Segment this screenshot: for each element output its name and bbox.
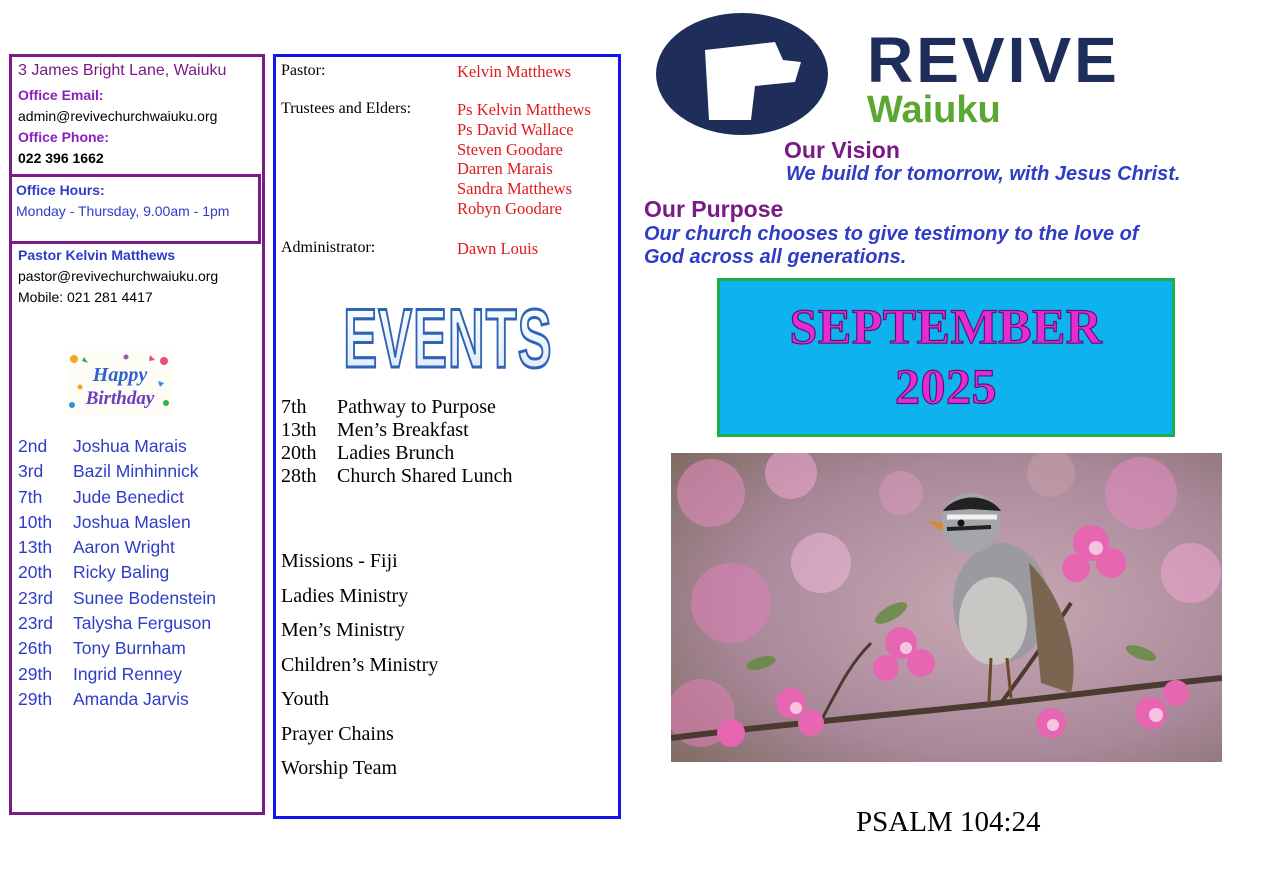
trustee-name: Ps Kelvin Matthews <box>457 100 591 119</box>
birthday-item-day: 13th <box>18 537 53 558</box>
office-phone-label: Office Phone: <box>18 129 110 145</box>
birthday-line2: Birthday <box>85 388 155 409</box>
trustee-name: Darren Marais <box>457 159 553 179</box>
ministry-item: Men’s Ministry <box>281 619 405 641</box>
birthday-item-name: Talysha Ferguson <box>73 613 212 634</box>
logo-place: Waiuku <box>867 89 1001 131</box>
month-banner <box>717 278 1175 437</box>
birthday-item-day: 7th <box>18 486 43 507</box>
event-item-name: Church Shared Lunch <box>337 465 513 487</box>
events-heading: EVENTS <box>343 290 553 382</box>
pastor-contact-label: Pastor Kelvin Matthews <box>18 247 176 263</box>
office-hours: Monday - Thursday, 9.00am - 1pm <box>16 203 230 219</box>
ministry-item: Worship Team <box>281 757 398 779</box>
happy-birthday-image <box>66 351 174 415</box>
birthday-item-day: 20th <box>18 562 53 583</box>
birthday-item-name: Tony Burnham <box>73 638 186 659</box>
birthday-item-day: 29th <box>18 663 53 684</box>
birthday-item-name: Joshua Marais <box>73 436 187 456</box>
birthday-item-name: Ingrid Renney <box>73 663 182 684</box>
trustees-label: Trustees and Elders: <box>281 100 412 117</box>
birthday-item-name: Jude Benedict <box>73 486 184 507</box>
birthday-item-day: 23rd <box>18 587 54 608</box>
office-phone[interactable]: 022 396 1662 <box>18 150 104 166</box>
bird-blossom-photo <box>671 453 1222 762</box>
revive-logo <box>655 12 1267 136</box>
ministry-item: Youth <box>281 688 329 710</box>
administrator-label: Administrator: <box>281 239 376 256</box>
event-item-day: 7th <box>281 396 307 418</box>
trustee-name: Steven Goodare <box>457 139 563 159</box>
events-heading-art <box>330 286 566 382</box>
month-name: SEPTEMBER <box>789 298 1103 354</box>
birthday-item-name: Joshua Maslen <box>73 511 191 532</box>
birthday-item-name: Aaron Wright <box>73 537 175 558</box>
pastor-mobile[interactable]: Mobile: 021 281 4417 <box>18 289 153 305</box>
birthday-item-name: Sunee Bodenstein <box>73 587 217 608</box>
event-item-name: Men’s Breakfast <box>337 419 469 441</box>
trustee-name: Ps David Wallace <box>457 119 574 139</box>
vision-text: We build for tomorrow, with Jesus Christ. <box>786 163 1181 185</box>
event-item-day: 28th <box>281 465 317 487</box>
birthday-item-day: 10th <box>18 511 53 532</box>
trustee-name: Robyn Goodare <box>457 198 562 218</box>
ministries-list <box>281 550 438 792</box>
birthday-item-day: 26th <box>18 638 53 659</box>
event-item-day: 13th <box>281 419 317 441</box>
psalm-reference: PSALM 104:24 <box>856 806 1041 838</box>
pastor-name: Kelvin Matthews <box>457 62 572 81</box>
trustees-list <box>457 100 591 219</box>
birthday-item-name: Bazil Minhinnick <box>73 461 199 482</box>
office-email-label: Office Email: <box>18 87 104 103</box>
purpose-title: Our Purpose <box>644 196 784 222</box>
administrator-name: Dawn Louis <box>457 239 539 258</box>
pastor-email[interactable]: pastor@revivechurchwaiuku.org <box>18 268 219 284</box>
purpose-text: Our church chooses to give testimony to the love of God across all generations. <box>644 223 1139 268</box>
office-email[interactable]: admin@revivechurchwaiuku.org <box>18 108 218 124</box>
ministry-item: Prayer Chains <box>281 722 394 745</box>
office-hours-label: Office Hours: <box>16 182 105 198</box>
ministry-item: Missions - Fiji <box>281 550 398 572</box>
birthday-item-day: 23rd <box>18 613 54 634</box>
church-address: 3 James Bright Lane, Waiuku <box>18 62 227 79</box>
birthday-item-day: 29th <box>18 688 53 709</box>
event-item-name: Pathway to Purpose <box>337 396 496 418</box>
ministry-item: Ladies Ministry <box>281 584 409 607</box>
month-year: 2025 <box>895 358 997 414</box>
birthday-item-day: 2nd <box>18 436 48 456</box>
trustee-name: Sandra Matthews <box>457 179 573 199</box>
birthday-item-name: Amanda Jarvis <box>73 688 189 709</box>
birthday-item-day: 3rd <box>18 461 44 482</box>
vision-title: Our Vision <box>784 137 900 163</box>
ministry-item: Children’s Ministry <box>281 653 439 676</box>
birthday-item-name: Ricky Baling <box>73 562 170 583</box>
logo-wordmark: REVIVE <box>867 24 1120 96</box>
event-item-name: Ladies Brunch <box>337 442 455 464</box>
pastor-role-label: Pastor: <box>281 62 326 79</box>
birthday-line1: Happy <box>92 364 148 386</box>
event-item-day: 20th <box>281 442 317 464</box>
